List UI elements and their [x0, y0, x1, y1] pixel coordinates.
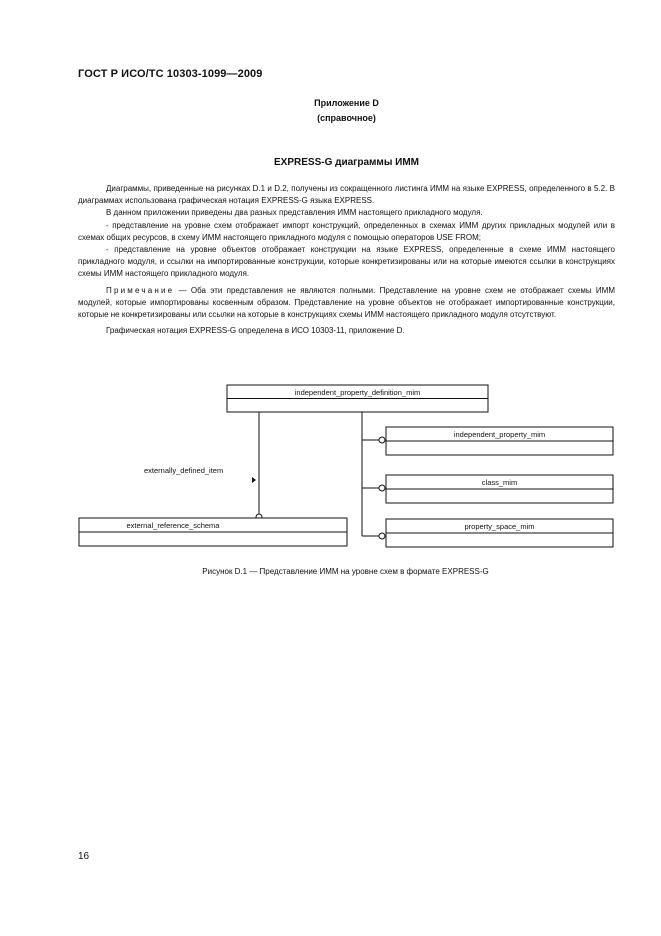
referenced-schema-label: independent_property_mim [453, 430, 546, 439]
relation-arrow-icon [252, 477, 256, 483]
paragraph: - представление на уровне объектов отображает конструкции на языке EXPRESS, определенные в схеме ИММ настоящего прикладного модуля, и ссылки на импортированные конструкции, которые конкретизированы или на которые имеются ссылки в конструкциях схемы ИММ настоящего прикладного модуля. [78, 245, 615, 279]
figure-caption: Рисунок D.1 — Представление ИММ на уровне схем в формате EXPRESS-G [202, 567, 489, 576]
final-paragraph: Графическая нотация EXPRESS-G определена в ИСО 10303-11, приложение D. [106, 326, 405, 336]
branch-circle [379, 437, 385, 443]
note-paragraph [78, 285, 615, 322]
main-schema-label: independent_property_definition_mim [294, 388, 421, 397]
section-title: EXPRESS-G диаграммы ИММ [274, 157, 419, 168]
annex-note: (справочное) [317, 113, 376, 123]
section-title-wrap [0, 157, 661, 168]
referenced-schema-label: class_mim [481, 478, 518, 487]
annex-title: Приложение D [314, 98, 379, 108]
paragraph: В данном приложении приведены два разных представления ИММ настоящего прикладного модуля. [106, 208, 483, 218]
annex-heading [0, 96, 661, 126]
body-text [78, 183, 615, 337]
relation-label: externally_defined_item [144, 466, 224, 475]
paragraph: - представление на уровне схем отображает импорт конструкций, определенных в схемах ИММ других прикладных модулей или в схемах общих ресурсов, в схему ИММ настоящего прикладного модуля с помощью операторов USE FROM; [78, 220, 615, 242]
document-standard-header: ГОСТ Р ИСО/ТС 10303-1099—2009 [78, 68, 263, 80]
branch-circle [379, 533, 385, 539]
page-number: 16 [78, 851, 90, 862]
note-label: Примечание [106, 285, 175, 295]
external-schema-label: external_reference_schema [126, 521, 220, 530]
paragraph: Диаграммы, приведенные на рисунках D.1 и D.2, получены из сокращенного листинга ИММ на языке EXPRESS, определенного в 5.2. В диаграммах использована графическая нотация EXPRESS-G языка EXPRESS. [78, 184, 615, 206]
note-text: — Оба эти представления не являются полными. Представление на уровне схем не отображает схемы ИММ модулей, которые импортированы косвенным образом. Представление на уровне объектов не отображает импортированные конструкции, которые не конкретизированы или ссылки на которые в конструкциях схемы ИММ настоящего прикладного модуля отсутствуют. [78, 285, 615, 320]
branch-circle [379, 485, 385, 491]
referenced-schema-label: property_space_mim [464, 522, 535, 531]
figure-caption-wrap [0, 567, 661, 576]
express-g-diagram [0, 380, 661, 555]
